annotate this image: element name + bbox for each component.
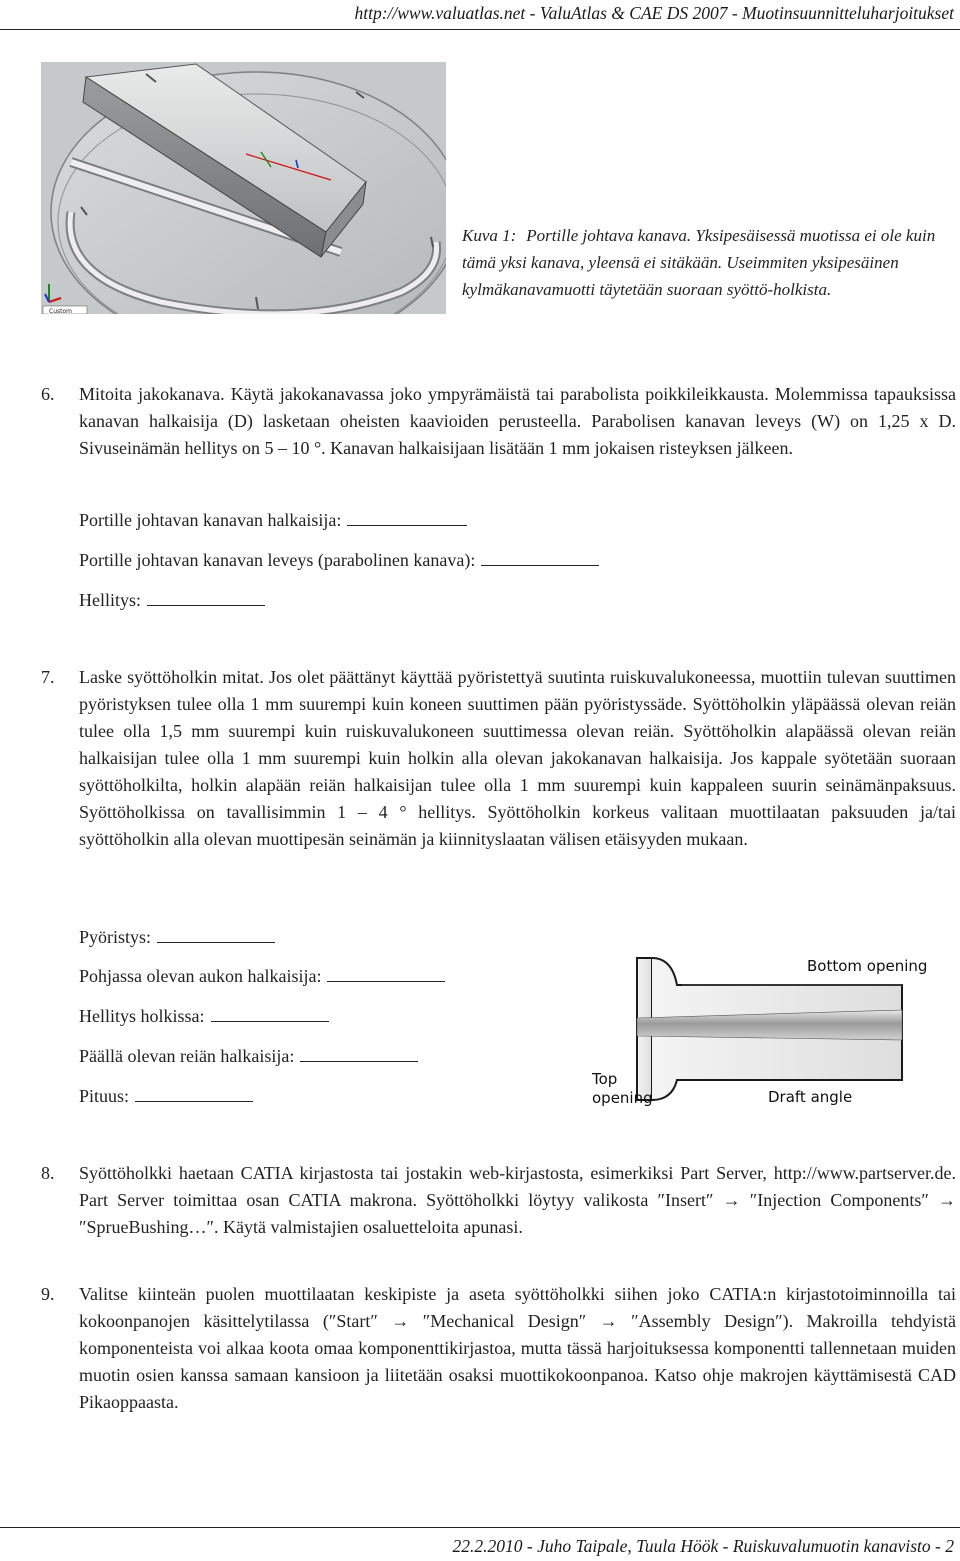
field-label: Portille johtavan kanavan leveys (parabolinen kanava): bbox=[79, 550, 476, 570]
section-6-number: 6. bbox=[41, 384, 55, 404]
field-label: Päällä olevan reiän halkaisija: bbox=[79, 1046, 295, 1066]
field-hellitys bbox=[79, 587, 265, 612]
cad-runner-illustration bbox=[41, 62, 446, 314]
field-label: Hellitys: bbox=[79, 590, 141, 610]
section-7-number: 7. bbox=[41, 667, 55, 687]
label-top-opening-1: Top bbox=[592, 1070, 618, 1088]
field-pohja-aukko bbox=[79, 963, 445, 988]
field-pyoristys bbox=[79, 924, 275, 949]
section-9-text: Valitse kiinteän puolen muottilaatan keskipiste ja aseta syöttöholkki siihen joko CATIA:n kirjastotoiminnoilla tai kokoonpanojen käsittelytilassa (″Start″ → ″Mechanical Design″ → ″Assembly Design″). Makroilla tehdyistä komponenteista voi alkaa koota omaa komponenttikirjastoa, mutta tässä harjoituksessa komponentti tallennetaan muiden muotin osien kanssa samaan kansioon ja liitetään osaksi muottikokoonpanoa. Katso ohje makrojen käyttämisestä CAD Pikaoppaasta. bbox=[79, 1284, 956, 1412]
answer-blank[interactable] bbox=[211, 1003, 329, 1022]
label-draft-angle: Draft angle bbox=[768, 1088, 853, 1106]
toolbar-label-custom[interactable]: Custom bbox=[49, 308, 72, 314]
field-portille-halkaisija bbox=[79, 507, 467, 532]
label-top-opening-2: opening bbox=[592, 1089, 653, 1107]
footer-divider bbox=[0, 1527, 960, 1528]
field-hellitys-holkissa bbox=[79, 1003, 329, 1028]
answer-blank[interactable] bbox=[135, 1083, 253, 1102]
footer-text: 22.2.2010 - Juho Taipale, Tuula Höök - Ruiskuvalumuotin kanavisto - 2 bbox=[452, 1536, 954, 1556]
field-label: Pituus: bbox=[79, 1086, 130, 1106]
header-url[interactable]: http://www.valuatlas.net - ValuAtlas & CAE DS 2007 - Muotinsuunnitteluharjoitukset bbox=[354, 3, 954, 23]
figure1-caption bbox=[462, 222, 954, 303]
field-pituus bbox=[79, 1083, 253, 1108]
figure1-caption-text: Portille johtava kanava. Yksipesäisessä muotissa ei ole kuin tämä yksi kanava, yleensä ei sitäkään. Useimmiten yksipesäinen kylmäkanavamuotti täytetään suoraan syöttö-holkista. bbox=[462, 226, 936, 299]
field-label: Pohjassa olevan aukon halkaisija: bbox=[79, 966, 322, 986]
section-9-number: 9. bbox=[41, 1284, 55, 1304]
answer-blank[interactable] bbox=[481, 547, 599, 566]
section-7 bbox=[41, 664, 956, 853]
figure-sprue-bushing bbox=[592, 940, 942, 1118]
section-8 bbox=[41, 1160, 956, 1241]
field-label: Pyöristys: bbox=[79, 927, 152, 947]
section-6 bbox=[41, 381, 956, 462]
field-label: Hellitys holkissa: bbox=[79, 1006, 205, 1026]
answer-blank[interactable] bbox=[147, 587, 265, 606]
field-portille-leveys bbox=[79, 547, 599, 572]
answer-blank[interactable] bbox=[327, 963, 445, 982]
section-9 bbox=[41, 1281, 956, 1416]
section-8-text: Syöttöholkki haetaan CATIA kirjastosta tai jostakin web-kirjastosta, esimerkiksi Part Server, http://www.partserver.de. Part Server toimittaa osan CATIA makrona. Syöttöholkki löytyy valikosta ″Insert″ → ″Injection Components″ → ″SprueBushing…″. Käytä valmistajien osaluetteloita apunasi. bbox=[79, 1163, 956, 1237]
answer-blank[interactable] bbox=[347, 507, 467, 526]
section-6-text: Mitoita jakokanava. Käytä jakokanavassa joko ympyrämäistä tai parabolista poikkileikkausta. Molemmissa tapauksissa kanavan halkaisija (D) lasketaan oheisten kaavioiden perusteella. Parabolisen kanavan leveys (W) on 1,25 x D. Sivuseinämän hellitys on 5 – 10 °. Kanavan halkaisijaan lisätään 1 mm jokaisen risteyksen jälkeen. bbox=[79, 384, 956, 458]
answer-blank[interactable] bbox=[300, 1043, 418, 1062]
section-7-text: Laske syöttöholkin mitat. Jos olet päättänyt käyttää pyöristettyä suutinta ruiskuvalukoneessa, muottiin tulevan suuttimen pyöristyksen tulee olla 1 mm suurempi kuin koneen suuttimen pään pyöristyssäde. Syöttöholkin yläpäässä olevan reiän tulee olla 1,5 mm suurempi kuin ruiskuvalukoneen suuttimessa olevan reiän. Syöttöholkin alapäässä olevan reiän halkaisijan tulee olla 1 mm suurempi kuin holkin alla olevan jakokanavan halkaisija. Jos kappale syötetään suoraan syöttöholkilta, holkin alapään reiän halkaisijan tulee olla 1 mm suurempi kuin kappaleen suurin seinämänpaksuus. Syöttöholkissa on tavallisimmin 1 – 4 ° hellitys. Syöttöholkin korkeus valitaan muottilaatan paksuuden ja/tai syöttöholkin alla olevan muottipesän seinämän ja kiinnityslaatan välisen etäisyyden mukaan. bbox=[79, 667, 956, 849]
label-bottom-opening: Bottom opening bbox=[807, 957, 928, 975]
field-label: Portille johtavan kanavan halkaisija: bbox=[79, 510, 342, 530]
header-divider bbox=[0, 29, 960, 30]
figure1-caption-label: Kuva 1: bbox=[462, 226, 517, 245]
section-8-number: 8. bbox=[41, 1163, 55, 1183]
answer-blank[interactable] bbox=[157, 924, 275, 943]
field-paalla-reika bbox=[79, 1043, 418, 1068]
figure-cad-runner bbox=[41, 62, 446, 314]
